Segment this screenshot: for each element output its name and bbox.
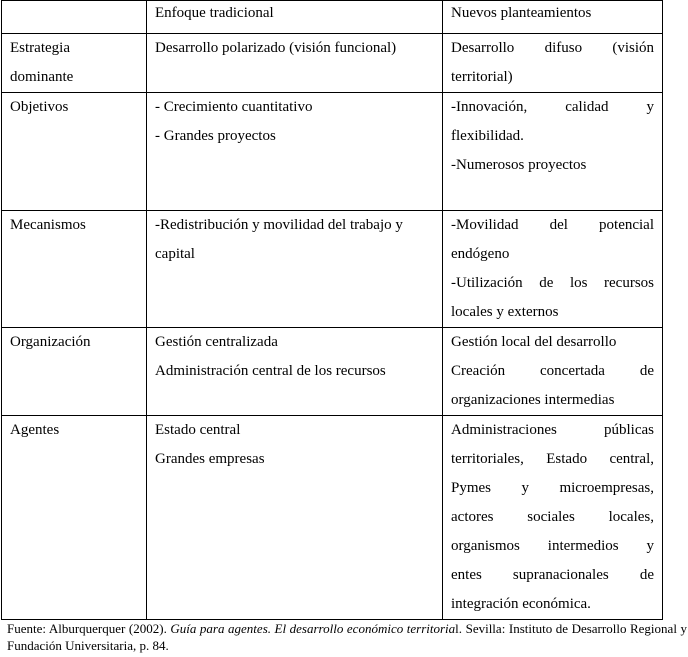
tradicional-cell	[147, 416, 443, 620]
nuevos-cell	[443, 416, 663, 620]
row-label-cell	[2, 328, 147, 416]
cell-line: -Movilidad del potencial	[451, 217, 654, 233]
cell-line: Estado central	[155, 422, 241, 438]
cell-line: organizaciones intermedias	[451, 392, 615, 408]
row-label-line: dominante	[10, 69, 74, 85]
table-header-row	[2, 1, 663, 34]
nuevos-cell	[443, 34, 663, 93]
cell-line: Grandes empresas	[155, 451, 265, 467]
table-row-mecanismos	[2, 211, 663, 328]
row-label-cell	[2, 416, 147, 620]
cell-line: Administraciones públicas	[451, 422, 654, 438]
cell-line: organismos intermedios y	[451, 538, 654, 554]
table-row-objetivos	[2, 93, 663, 211]
cell-line: Creación concertada de	[451, 363, 654, 379]
cell-line: Desarrollo difuso (visión	[451, 40, 654, 56]
footnote-suffix: l. Sevilla: Instituto de Desarrollo Regional y Fundación Universitaria, p. 84.	[7, 621, 687, 653]
tradicional-cell	[147, 211, 443, 328]
row-label-line: Organización	[10, 334, 91, 350]
cell-line: entes supranacionales de	[451, 567, 654, 583]
footnote-prefix: Fuente: Alburquerquer (2002).	[7, 621, 171, 636]
row-label-cell	[2, 34, 147, 93]
cell-line: flexibilidad.	[451, 128, 524, 144]
cell-line: Desarrollo polarizado (visión funcional)	[155, 40, 397, 56]
cell-line: actores sociales locales,	[451, 509, 654, 525]
footnote-title: Guía para agentes. El desarrollo económico territoria	[170, 621, 456, 636]
header-cell-enfoque-tradicional: Enfoque tradicional	[147, 1, 443, 34]
cell-line: endógeno	[451, 246, 510, 262]
cell-line: Pymes y microempresas,	[451, 480, 654, 496]
cell-line: Gestión centralizada	[155, 334, 278, 350]
nuevos-cell	[443, 211, 663, 328]
cell-line: - Grandes proyectos	[155, 128, 276, 144]
row-label-line: Agentes	[10, 422, 60, 438]
tradicional-cell	[147, 328, 443, 416]
cell-line: Gestión local del desarrollo	[451, 334, 617, 350]
row-label-cell	[2, 93, 147, 211]
header-cell-nuevos-planteamientos: Nuevos planteamientos	[443, 1, 663, 34]
cell-line: -Numerosos proyectos	[451, 157, 587, 173]
cell-line: integración económica.	[451, 596, 591, 612]
cell-line: Administración central de los recursos	[155, 363, 386, 379]
source-footnote	[7, 620, 687, 654]
cell-line: territoriales, Estado central,	[451, 451, 654, 467]
header-cell-empty	[2, 1, 147, 34]
cell-line: territorial)	[451, 69, 513, 85]
cell-line: - Crecimiento cuantitativo	[155, 99, 313, 115]
comparison-table	[1, 0, 663, 620]
nuevos-cell	[443, 93, 663, 211]
cell-line: -Innovación, calidad y	[451, 99, 654, 115]
cell-line: -Utilización de los recursos	[451, 275, 654, 291]
table-row-estrategia	[2, 34, 663, 93]
row-label-line: Estrategia	[10, 40, 70, 56]
row-label-line: Objetivos	[10, 99, 69, 115]
cell-line: locales y externos	[451, 304, 559, 320]
row-label-cell	[2, 211, 147, 328]
cell-line: -Redistribución y movilidad del trabajo y	[155, 217, 403, 233]
table-row-agentes	[2, 416, 663, 620]
tradicional-cell	[147, 34, 443, 93]
tradicional-cell	[147, 93, 443, 211]
cell-line: capital	[155, 246, 195, 262]
nuevos-cell	[443, 328, 663, 416]
table-row-organizacion	[2, 328, 663, 416]
row-label-line: Mecanismos	[10, 217, 86, 233]
